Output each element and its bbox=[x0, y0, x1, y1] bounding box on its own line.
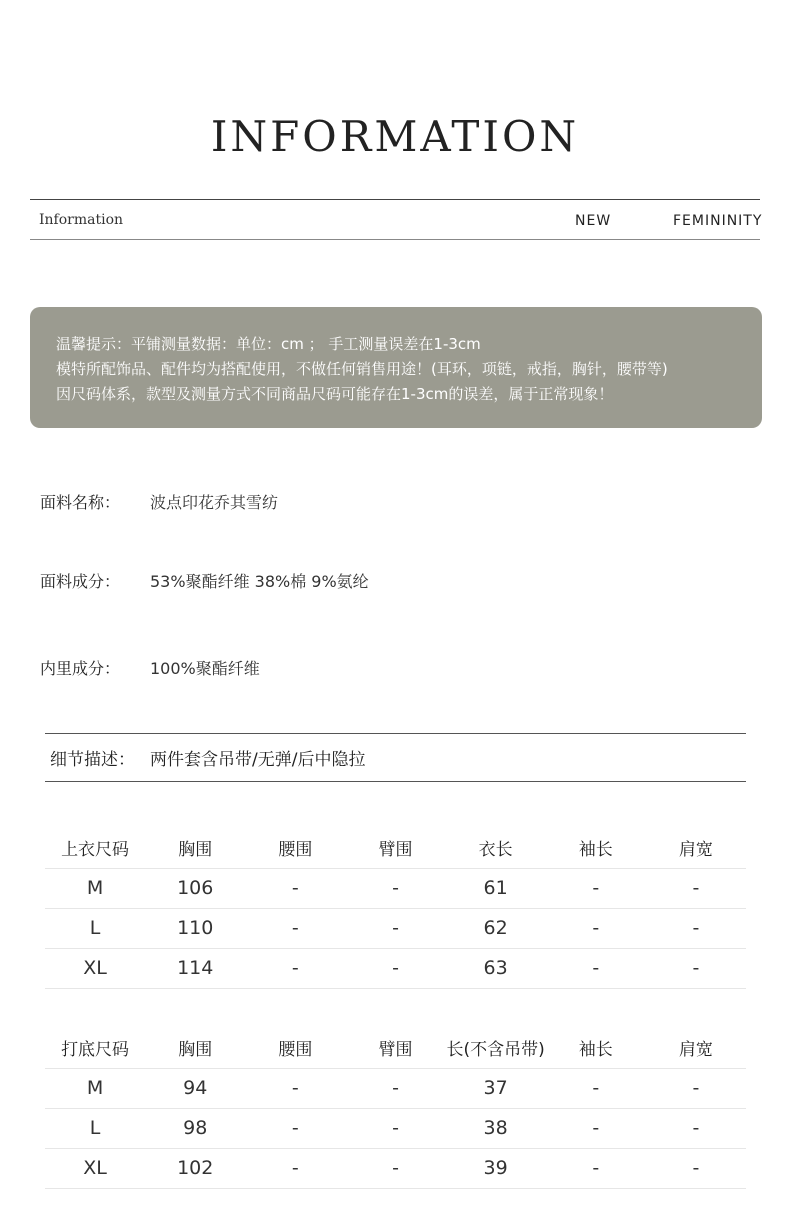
table-cell: - bbox=[646, 1148, 746, 1188]
table-cell: 102 bbox=[145, 1148, 245, 1188]
table-cell: - bbox=[546, 1068, 646, 1108]
information-label: Information bbox=[39, 212, 124, 228]
base-size-table bbox=[45, 1028, 746, 1189]
table-cell: - bbox=[245, 908, 345, 948]
table-cell: 63 bbox=[446, 948, 546, 988]
table-cell: 39 bbox=[446, 1148, 546, 1188]
table-row bbox=[45, 1108, 746, 1148]
table-cell: - bbox=[245, 948, 345, 988]
table-cell: 62 bbox=[446, 908, 546, 948]
table-header-cell: 臂围 bbox=[345, 1028, 445, 1068]
femininity-label: FEMININITY bbox=[673, 213, 763, 229]
table-cell: - bbox=[646, 1068, 746, 1108]
table-cell: 94 bbox=[145, 1068, 245, 1108]
table-cell: - bbox=[646, 1108, 746, 1148]
notice-line: 模特所配饰品、配件均为搭配使用，不做任何销售用途！(耳环，项链，戒指，胸针，腰带等) bbox=[56, 360, 668, 378]
table-header-cell: 袖长 bbox=[546, 1028, 646, 1068]
table-cell: - bbox=[345, 1108, 445, 1148]
table-cell: - bbox=[546, 1148, 646, 1188]
detail-value: 两件套含吊带/无弹/后中隐拉 bbox=[150, 750, 366, 770]
table-header-cell: 上衣尺码 bbox=[45, 828, 145, 868]
table-header-cell: 腰围 bbox=[245, 828, 345, 868]
table-header-cell: 臂围 bbox=[345, 828, 445, 868]
fabric-name-row bbox=[40, 490, 278, 513]
table-header-cell: 长(不含吊带) bbox=[446, 1028, 546, 1068]
table-header-cell: 打底尺码 bbox=[45, 1028, 145, 1068]
table-cell: 114 bbox=[145, 948, 245, 988]
table-header-cell: 胸围 bbox=[145, 1028, 245, 1068]
table-cell: XL bbox=[45, 1148, 145, 1188]
table-cell: 98 bbox=[145, 1108, 245, 1148]
table-cell: - bbox=[345, 868, 445, 908]
table-cell: 37 bbox=[446, 1068, 546, 1108]
table-cell: L bbox=[45, 908, 145, 948]
table-row bbox=[45, 1148, 746, 1188]
table-cell: - bbox=[646, 868, 746, 908]
table-cell: - bbox=[546, 868, 646, 908]
table-header-cell: 肩宽 bbox=[646, 1028, 746, 1068]
lining-composition-value: 100%聚酯纤维 bbox=[150, 659, 260, 678]
detail-top-divider bbox=[45, 733, 746, 734]
table-cell: 110 bbox=[145, 908, 245, 948]
fabric-name-label: 面料名称： bbox=[40, 493, 121, 512]
notice-line: 因尺码体系，款型及测量方式不同商品尺码可能存在1-3cm的误差，属于正常现象！ bbox=[56, 385, 614, 403]
fabric-composition-value: 53%聚酯纤维 38%棉 9%氨纶 bbox=[150, 572, 369, 591]
table-cell: M bbox=[45, 1068, 145, 1108]
table-cell: - bbox=[646, 948, 746, 988]
fabric-composition-row bbox=[40, 569, 369, 592]
table-cell: - bbox=[345, 1068, 445, 1108]
table-row bbox=[45, 868, 746, 908]
table-cell: - bbox=[345, 948, 445, 988]
table-cell: L bbox=[45, 1108, 145, 1148]
table-cell: - bbox=[546, 948, 646, 988]
detail-label: 细节描述： bbox=[50, 750, 135, 770]
table-header-row bbox=[45, 1028, 746, 1068]
header-bottom-divider bbox=[30, 239, 760, 240]
table-cell: XL bbox=[45, 948, 145, 988]
table-cell: 38 bbox=[446, 1108, 546, 1148]
table-cell: M bbox=[45, 868, 145, 908]
page-title: INFORMATION bbox=[210, 112, 580, 161]
new-label: NEW bbox=[575, 213, 612, 229]
table-header-cell: 腰围 bbox=[245, 1028, 345, 1068]
table-header-cell: 胸围 bbox=[145, 828, 245, 868]
table-cell: - bbox=[345, 1148, 445, 1188]
header-top-divider bbox=[30, 199, 760, 200]
table-row bbox=[45, 948, 746, 988]
table-header-cell: 肩宽 bbox=[646, 828, 746, 868]
lining-composition-label: 内里成分： bbox=[40, 659, 121, 678]
fabric-composition-label: 面料成分： bbox=[40, 572, 121, 591]
top-size-table bbox=[45, 828, 746, 989]
detail-row bbox=[50, 745, 365, 770]
fabric-name-value: 波点印花乔其雪纺 bbox=[150, 493, 279, 512]
table-header-cell: 袖长 bbox=[546, 828, 646, 868]
table-cell: - bbox=[345, 908, 445, 948]
table-header-cell: 衣长 bbox=[446, 828, 546, 868]
detail-bottom-divider bbox=[45, 781, 746, 782]
table-cell: - bbox=[245, 868, 345, 908]
table-cell: 61 bbox=[446, 868, 546, 908]
table-row bbox=[45, 908, 746, 948]
notice-line: 温馨提示：平铺测量数据：单位：cm ； 手工测量误差在1-3cm bbox=[56, 335, 481, 353]
table-cell: - bbox=[245, 1068, 345, 1108]
table-cell: - bbox=[546, 908, 646, 948]
table-header-row bbox=[45, 828, 746, 868]
table-cell: 106 bbox=[145, 868, 245, 908]
measurement-notice bbox=[30, 307, 762, 428]
table-cell: - bbox=[546, 1108, 646, 1148]
table-cell: - bbox=[646, 908, 746, 948]
table-cell: - bbox=[245, 1108, 345, 1148]
table-row bbox=[45, 1068, 746, 1108]
table-cell: - bbox=[245, 1148, 345, 1188]
lining-composition-row bbox=[40, 656, 260, 679]
